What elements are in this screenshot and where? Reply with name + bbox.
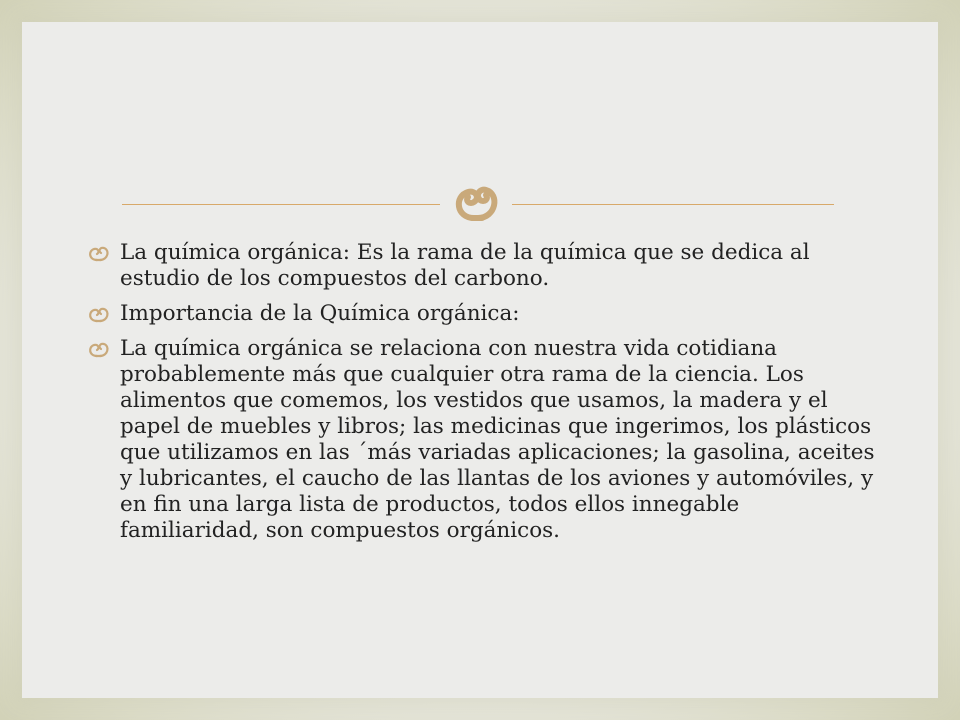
curl-bullet-icon	[86, 341, 112, 359]
bullet-item	[86, 240, 876, 292]
bullet-text: Importancia de la Química orgánica:	[120, 301, 520, 326]
header-divider-right	[512, 204, 834, 205]
bullet-text: La química orgánica: Es la rama de la química que se dedica al estudio de los compuestos del carbono.	[120, 240, 810, 291]
curl-bullet-icon	[86, 306, 112, 324]
bullet-list	[86, 240, 876, 553]
double-curl-ornament-icon	[448, 178, 506, 228]
header-divider-left	[122, 204, 440, 205]
bullet-item	[86, 336, 876, 544]
curl-bullet-icon	[86, 245, 112, 263]
bullet-text: La química orgánica se relaciona con nuestra vida cotidiana probablemente más que cualquier otra rama de la ciencia. Los alimentos que comemos, los vestidos que usamos, la madera y el papel de muebles y libros; las medicinas que ingerimos, los plásticos que utilizamos en las ´más variadas aplicaciones; la gasolina, aceites y lubricantes, el caucho de las llantas de los aviones y automóviles, y en fin una larga lista de productos, todos ellos innegable familiaridad, son compuestos orgánicos.	[120, 336, 875, 543]
bullet-item	[86, 301, 876, 327]
